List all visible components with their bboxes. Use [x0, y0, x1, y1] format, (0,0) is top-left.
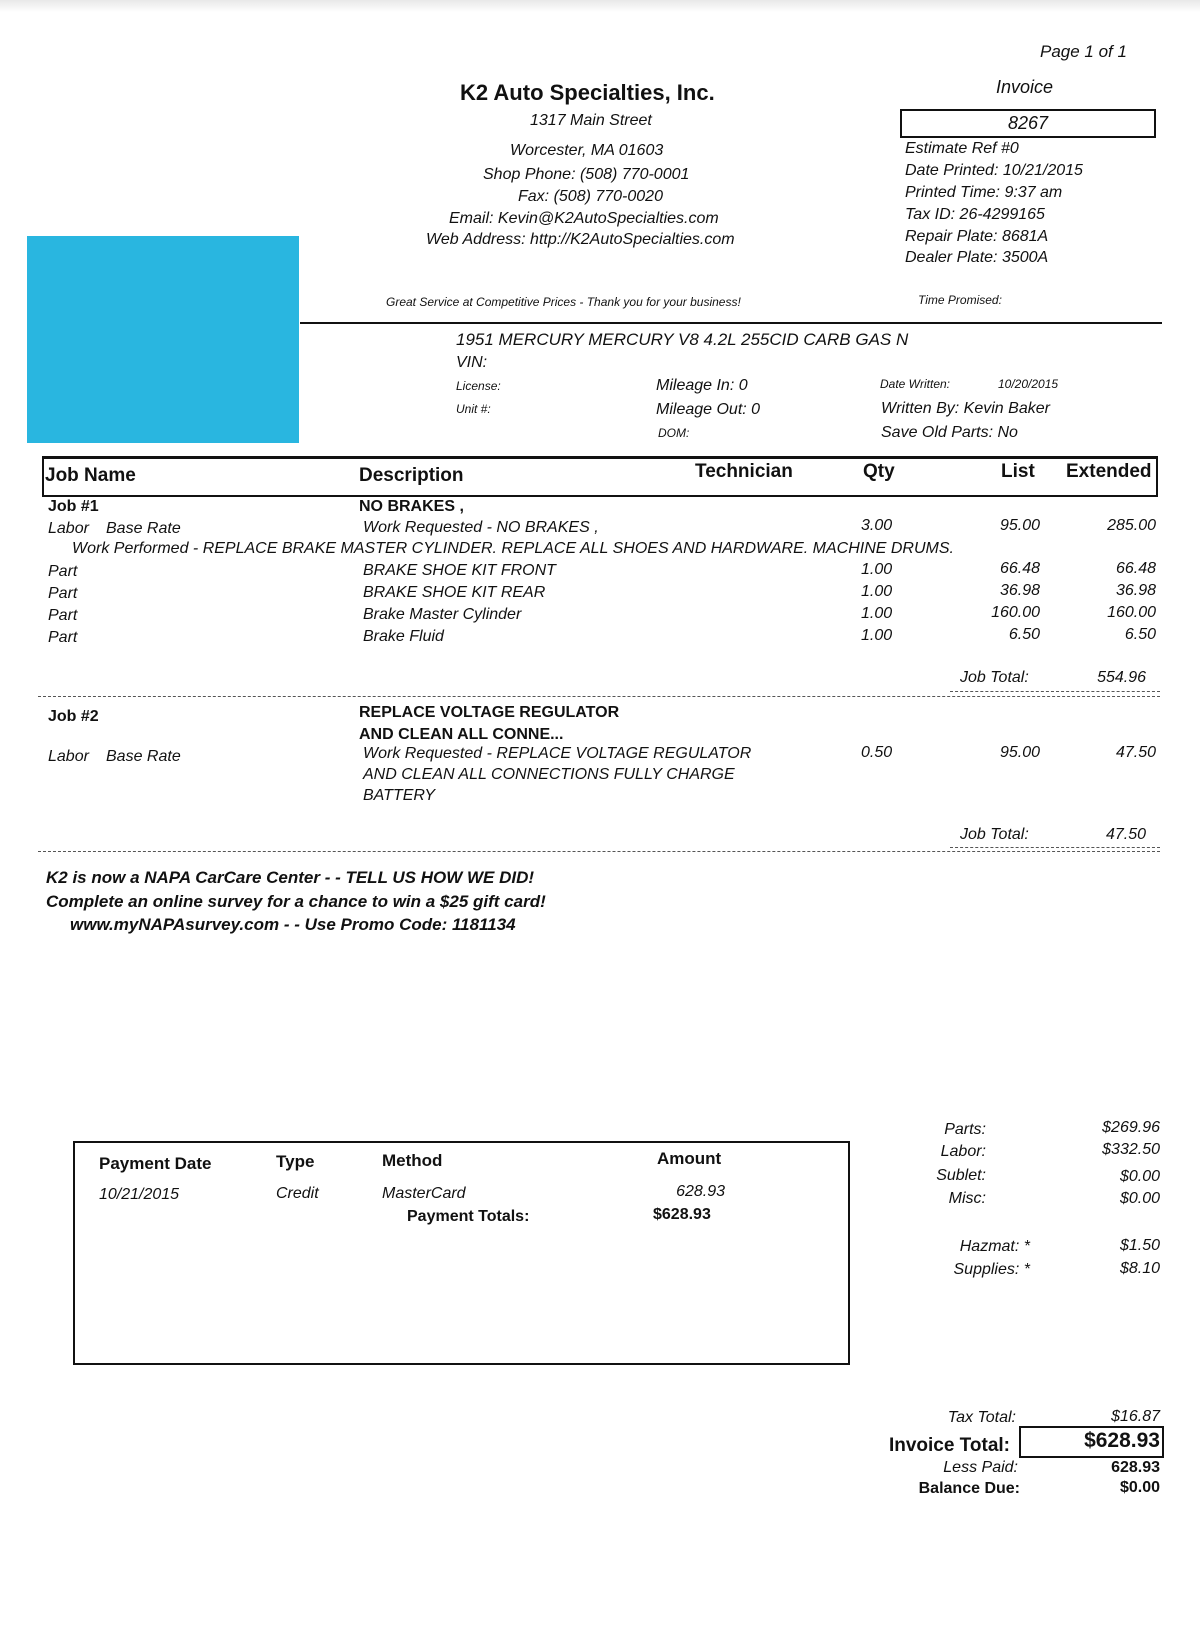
date-written-label: Date Written:	[880, 377, 951, 391]
summary-misc-label: Misc:	[948, 1190, 986, 1207]
summary-less-paid-label: Less Paid:	[943, 1459, 1018, 1476]
job2-labor-rate: Base Rate	[106, 748, 181, 765]
job2-total-label: Job Total:	[960, 826, 1029, 843]
shop-address-street: 1317 Main Street	[530, 112, 652, 129]
job1-labor-type: Labor	[48, 520, 89, 537]
job1-part4-type: Part	[48, 629, 78, 646]
job1-divider	[38, 696, 1160, 697]
summary-labor-label: Labor:	[940, 1143, 986, 1160]
job1-labor-list: 95.00	[999, 517, 1040, 534]
job1-part3-type: Part	[48, 607, 78, 624]
job1-part2-ext: 36.98	[1115, 582, 1156, 599]
printed-time: Printed Time: 9:37 am	[905, 184, 1063, 201]
job1-part1-list: 66.48	[999, 560, 1040, 577]
payment-type-header: Type	[276, 1152, 315, 1171]
promo-line-2: Complete an online survey for a chance to win a $25 gift card!	[46, 892, 546, 911]
job2-total: 47.50	[1105, 826, 1146, 843]
promo-line-3: www.myNAPAsurvey.com - - Use Promo Code: 1181134	[70, 915, 516, 934]
job1-part3-ext: 160.00	[1107, 604, 1156, 621]
unit-label: Unit #:	[456, 402, 491, 416]
save-old-parts: Save Old Parts: No	[881, 424, 1018, 441]
summary-supplies-label: Supplies: *	[953, 1261, 1030, 1278]
summary-hazmat-label: Hazmat: *	[959, 1238, 1030, 1255]
tagline: Great Service at Competitive Prices - Thank you for your business!	[386, 295, 741, 309]
col-technician: Technician	[695, 461, 793, 482]
payment-amount: 628.93	[676, 1183, 725, 1200]
job1-labor-qty: 3.00	[861, 517, 893, 534]
shop-phone: Shop Phone: (508) 770-0001	[483, 166, 690, 183]
summary-invoice-total: $628.93	[1084, 1429, 1160, 1452]
dom-label: DOM:	[658, 426, 690, 440]
payment-box	[73, 1141, 850, 1365]
job1-title: NO BRAKES ,	[359, 498, 464, 515]
job1-part1-desc: BRAKE SHOE KIT FRONT	[363, 562, 556, 579]
job1-part3-qty: 1.00	[861, 605, 893, 622]
job1-part2-desc: BRAKE SHOE KIT REAR	[363, 584, 546, 601]
job1-total-label: Job Total:	[960, 669, 1029, 686]
summary-misc: $0.00	[1119, 1190, 1160, 1207]
dealer-plate: Dealer Plate: 3500A	[905, 249, 1049, 266]
shop-email: Email: Kevin@K2AutoSpecialties.com	[449, 210, 719, 227]
job1-part2-type: Part	[48, 585, 78, 602]
tax-id: Tax ID: 26-4299165	[905, 206, 1045, 223]
job2-labor-type: Labor	[48, 748, 89, 765]
job2-name: Job #2	[48, 708, 99, 725]
summary-parts-label: Parts:	[944, 1121, 986, 1138]
job2-desc-1: Work Requested - REPLACE VOLTAGE REGULATOR	[363, 745, 752, 762]
shop-name: K2 Auto Specialties, Inc.	[460, 80, 715, 105]
col-extended: Extended	[1066, 461, 1152, 482]
vin-label: VIN:	[456, 354, 488, 371]
job1-part2-list: 36.98	[999, 582, 1040, 599]
job1-total-rule	[950, 691, 1160, 692]
job2-desc-3: BATTERY	[363, 787, 436, 804]
job2-labor-qty: 0.50	[861, 744, 893, 761]
summary-supplies: $8.10	[1119, 1260, 1160, 1277]
job2-title-1: REPLACE VOLTAGE REGULATOR	[359, 704, 620, 721]
summary-balance-label: Balance Due:	[918, 1480, 1020, 1497]
summary-sublet-label: Sublet:	[936, 1167, 986, 1184]
job1-part4-ext: 6.50	[1124, 626, 1156, 643]
promo-line-1: K2 is now a NAPA CarCare Center - - TELL US HOW WE DID!	[46, 868, 535, 887]
table-header-box	[42, 456, 1158, 497]
payment-amount-header: Amount	[657, 1149, 722, 1168]
shop-fax: Fax: (508) 770-0020	[518, 188, 663, 205]
job1-part1-qty: 1.00	[861, 561, 893, 578]
summary-invoice-total-label: Invoice Total:	[888, 1435, 1010, 1456]
date-written: 10/20/2015	[998, 377, 1059, 391]
summary-balance: $0.00	[1119, 1479, 1160, 1496]
job2-labor-list: 95.00	[999, 744, 1040, 761]
job1-part4-desc: Brake Fluid	[363, 628, 444, 645]
job1-part3-list: 160.00	[991, 604, 1040, 621]
job1-labor-rate: Base Rate	[106, 520, 181, 537]
col-qty: Qty	[863, 461, 895, 482]
job1-total: 554.96	[1097, 669, 1146, 686]
job1-part1-type: Part	[48, 563, 78, 580]
summary-sublet: $0.00	[1119, 1168, 1160, 1185]
job1-work-performed: Work Performed - REPLACE BRAKE MASTER CYLINDER. REPLACE ALL SHOES AND HARDWARE. MACHINE DRUMS.	[72, 540, 954, 557]
date-printed: Date Printed: 10/21/2015	[905, 162, 1083, 179]
payment-totals-label: Payment Totals:	[407, 1208, 530, 1225]
summary-hazmat: $1.50	[1119, 1237, 1160, 1254]
job1-part2-qty: 1.00	[861, 583, 893, 600]
col-list: List	[1001, 461, 1035, 482]
mileage-in: Mileage In: 0	[656, 377, 748, 394]
job2-total-rule	[950, 847, 1160, 848]
payment-method: MasterCard	[382, 1185, 466, 1202]
mileage-out: Mileage Out: 0	[656, 401, 761, 418]
shop-web: Web Address: http://K2AutoSpecialties.com	[426, 231, 735, 248]
job1-part4-qty: 1.00	[861, 627, 893, 644]
license-label: License:	[456, 379, 501, 393]
payment-type: Credit	[276, 1185, 319, 1202]
job1-labor-ext: 285.00	[1107, 517, 1156, 534]
estimate-ref: Estimate Ref #0	[905, 140, 1019, 157]
time-promised: Time Promised:	[918, 293, 1002, 307]
payment-date-header: Payment Date	[99, 1154, 212, 1173]
job1-labor-desc: Work Requested - NO BRAKES ,	[363, 519, 599, 536]
job2-title-2: AND CLEAN ALL CONNE...	[359, 726, 564, 743]
summary-tax: $16.87	[1111, 1408, 1160, 1425]
job1-name: Job #1	[48, 498, 99, 515]
payment-totals-value: $628.93	[653, 1206, 711, 1223]
job1-part1-ext: 66.48	[1115, 560, 1156, 577]
summary-parts: $269.96	[1102, 1119, 1160, 1136]
col-description: Description	[359, 465, 464, 486]
invoice-number: 8267	[900, 109, 1156, 138]
shop-address-city: Worcester, MA 01603	[510, 142, 664, 159]
job2-labor-ext: 47.50	[1115, 744, 1156, 761]
payment-method-header: Method	[382, 1151, 443, 1170]
redaction-box	[27, 236, 299, 443]
repair-plate: Repair Plate: 8681A	[905, 228, 1049, 245]
summary-tax-label: Tax Total:	[947, 1409, 1016, 1426]
scan-edge	[0, 0, 1200, 12]
job1-part3-desc: Brake Master Cylinder	[363, 606, 522, 623]
job1-part4-list: 6.50	[1008, 626, 1040, 643]
summary-labor: $332.50	[1102, 1141, 1160, 1158]
job2-desc-2: AND CLEAN ALL CONNECTIONS FULLY CHARGE	[363, 766, 735, 783]
header-divider	[300, 322, 1162, 324]
summary-less-paid: 628.93	[1111, 1459, 1160, 1476]
payment-date: 10/21/2015	[99, 1186, 180, 1203]
vehicle-description: 1951 MERCURY MERCURY V8 4.2L 255CID CARB GAS N	[456, 330, 909, 349]
invoice-label: Invoice	[996, 77, 1054, 97]
col-job-name: Job Name	[45, 465, 136, 486]
page-number: Page 1 of 1	[1040, 42, 1127, 61]
written-by: Written By: Kevin Baker	[881, 400, 1050, 417]
job2-divider	[38, 851, 1160, 852]
